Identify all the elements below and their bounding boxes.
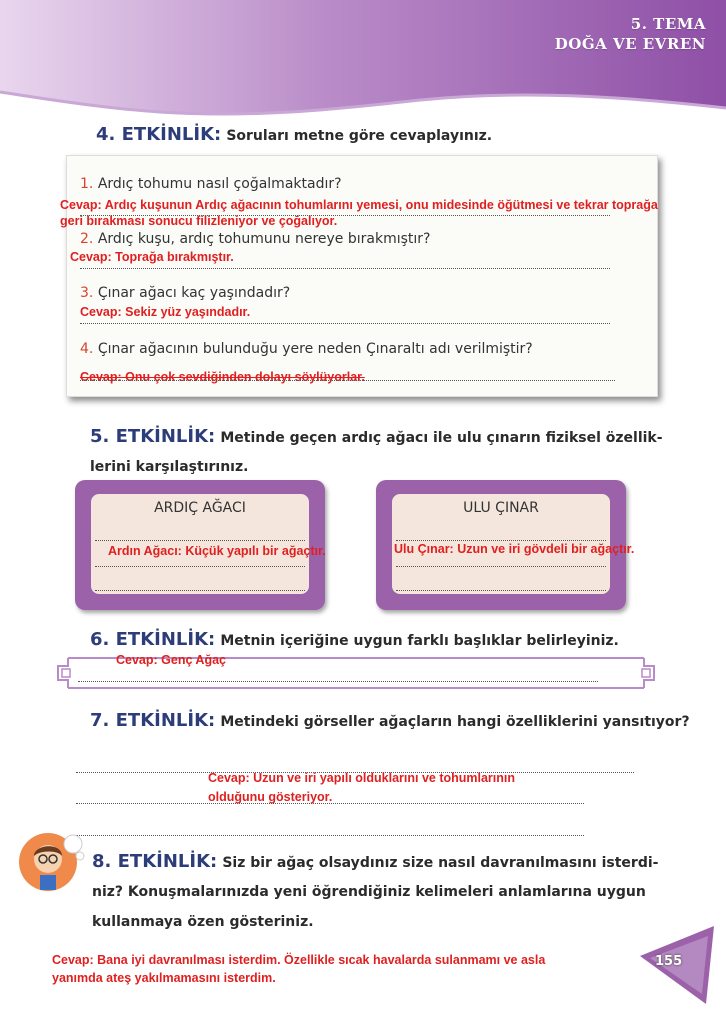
page-number: 155	[655, 954, 683, 969]
activity-8-question: Siz bir ağaç olsaydınız size nasıl davranılmasını isterdi-	[222, 855, 659, 871]
dotted-line	[76, 803, 584, 804]
dotted-line	[80, 380, 615, 381]
activity-8-question-cont: niz? Konuşmalarınızda yeni öğrendiğiniz kelimeleri anlamlarına uygun	[92, 884, 646, 900]
activity-5-question: Metinde geçen ardıç ağacı ile ulu çınarın fiziksel özellik-	[220, 430, 663, 446]
question-3: 3. Çınar ağacı kaç yaşındadır?	[80, 285, 291, 301]
activity-6-question: Metnin içeriğine uygun farklı başlıklar belirleyiniz.	[220, 633, 619, 649]
activity-5-label: 5. ETKİNLİK:	[90, 426, 216, 447]
ulu-cinar-title: ULU ÇINAR	[463, 500, 539, 516]
activity-8-answer-line2: yanımda ateş yakılmamasını isterdim.	[52, 971, 276, 985]
activity-6-answer: Cevap: Genç Ağaç	[116, 653, 226, 667]
question-4: 4. Çınar ağacının bulunduğu yere neden Çınaraltı adı verilmiştir?	[80, 341, 533, 357]
activity-5-heading	[90, 426, 690, 447]
activity-6-heading	[90, 629, 619, 650]
question-1: 1. Ardıç tohumu nasıl çoğalmaktadır?	[80, 176, 342, 192]
theme-number: 5. TEMA	[630, 15, 706, 33]
ardic-agaci-answer: Ardın Ağacı: Küçük yapılı bir ağaçtır.	[108, 544, 326, 558]
activity-4-question: Soruları metne göre cevaplayınız.	[226, 128, 493, 144]
ardic-agaci-title: ARDIÇ AĞACI	[154, 500, 246, 516]
answer-2: Cevap: Toprağa bırakmıştır.	[70, 250, 234, 264]
dotted-line	[80, 268, 610, 269]
theme-label	[555, 14, 706, 54]
dotted-line	[76, 835, 584, 836]
dotted-line	[80, 215, 610, 216]
activity-7-label: 7. ETKİNLİK:	[90, 710, 216, 731]
activity-8-answer-line1: Cevap: Bana iyi davranılması isterdim. Özellikle sıcak havalarda sulanmamı ve asla	[52, 953, 546, 967]
answer-3: Cevap: Sekiz yüz yaşındadır.	[80, 305, 251, 319]
activity-8-label: 8. ETKİNLİK:	[92, 851, 218, 872]
question-2: 2. Ardıç kuşu, ardıç tohumunu nereye bırakmıştır?	[80, 231, 431, 247]
answer-1: Cevap: Ardıç kuşunun Ardıç ağacının tohumlarını yemesi, onu midesinde öğütmesi ve tekrar toprağa geri bırakması sonucu filizleniyor ve çoğalıyor.	[60, 198, 658, 228]
activity-7-answer-line2: olduğunu gösteriyor.	[208, 790, 333, 804]
activity-6-label: 6. ETKİNLİK:	[90, 629, 216, 650]
activity-4-heading	[96, 124, 492, 145]
ulu-cinar-answer: Ulu Çınar: Uzun ve iri gövdeli bir ağaçtır.	[394, 542, 635, 556]
boy-avatar	[18, 830, 88, 892]
dotted-line	[80, 323, 610, 324]
activity-7-question: Metindeki görseller ağaçların hangi özelliklerini yansıtıyor?	[220, 714, 690, 730]
activity-7-heading	[90, 710, 690, 731]
answer-4: Cevap: Onu çok sevdiğinden dolayı söylüyorlar.	[80, 370, 365, 384]
theme-title: DOĞA VE EVREN	[554, 35, 706, 53]
activity-4-label: 4. ETKİNLİK:	[96, 124, 222, 145]
activity-8-question-cont2: kullanmaya özen gösteriniz.	[92, 914, 314, 930]
activity-5-question-cont: lerini karşılaştırınız.	[90, 459, 249, 475]
activity-8-heading	[92, 851, 692, 872]
activity-7-answer-line1: Cevap: Uzun ve iri yapılı olduklarını ve tohumlarının	[208, 771, 516, 785]
dotted-line	[78, 681, 598, 682]
